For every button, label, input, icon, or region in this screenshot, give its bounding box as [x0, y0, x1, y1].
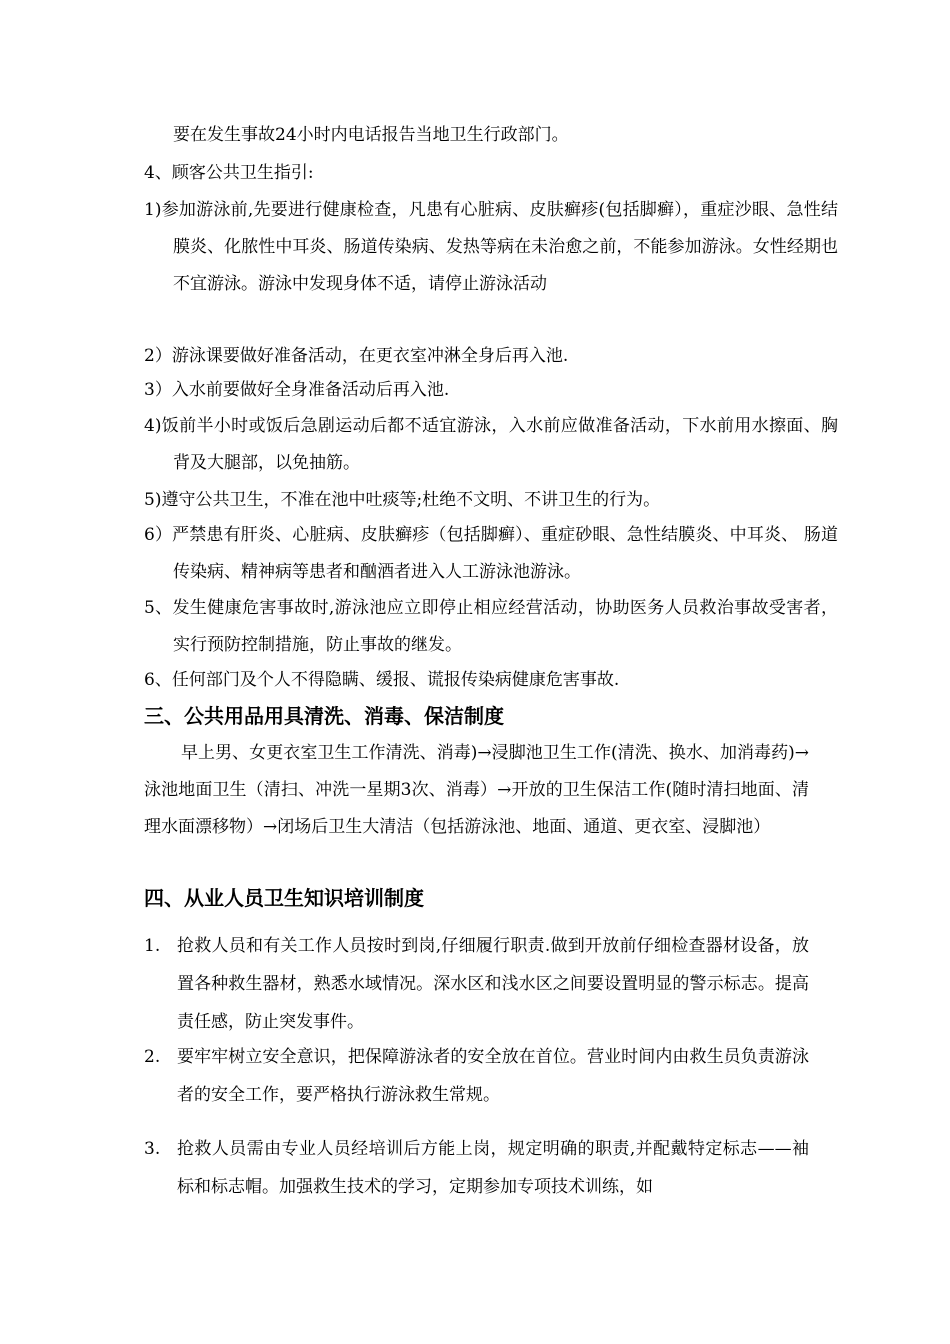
guide-item-3: 3）入水前要做好全身准备活动后再入池.	[144, 380, 450, 400]
paragraph-accident-report: 要在发生事故24小时内电话报告当地卫生行政部门。	[173, 125, 569, 145]
list-item-number: 2.	[144, 1047, 161, 1067]
guide-item-4: 4)饭前半小时或饭后急剧运动后都不适宜游泳，入水前应做准备活动，下水前用水擦面、胸背及大腿部，以免抽筋。	[144, 416, 838, 473]
list-item	[144, 927, 809, 1041]
list-item	[144, 1038, 809, 1114]
list-item-number: 3.	[144, 1139, 161, 1159]
heading-cleaning-disinfection: 三、公共用品用具清洗、消毒、保洁制度	[144, 704, 504, 728]
guide-item-2: 2）游泳课要做好准备活动，在更衣室冲淋全身后再入池.	[144, 346, 569, 366]
section-5-paragraph: 5、发生健康危害事故时,游泳池应立即停止相应经营活动，协助医务人员救治事故受害者，实行预防控制措施，防止事故的继发。	[144, 598, 838, 655]
list-item	[144, 1130, 809, 1206]
list-item-number: 1.	[144, 936, 161, 956]
section-6-paragraph: 6、任何部门及个人不得隐瞒、缓报、谎报传染病健康危害事故.	[144, 670, 620, 690]
guide-item-5: 5)遵守公共卫生，不准在池中吐痰等;杜绝不文明、不讲卫生的行为。	[144, 490, 661, 510]
cleaning-procedure-paragraph: 早上男、女更衣室卫生工作清洗、消毒)→浸脚池卫生工作(清洗、换水、加消毒药)→泳池地面卫生（清扫、冲洗一星期3次、消毒）→开放的卫生保洁工作(随时清扫地面、清理水面漂移物）→闭场后卫生大清洁（包括游泳池、地面、通道、更衣室、浸脚池）	[144, 743, 809, 837]
list-item-text: 抢救人员需由专业人员经培训后方能上岗，规定明确的职责,并配戴特定标志——袖标和标志帽。加强救生技术的学习，定期参加专项技术训练，如	[177, 1139, 809, 1197]
section-4-title: 4、顾客公共卫生指引:	[144, 163, 314, 183]
list-item-text: 要牢牢树立安全意识，把保障游泳者的安全放在首位。营业时间内由救生员负责游泳者的安全工作，要严格执行游泳救生常规。	[177, 1047, 809, 1105]
list-item-text: 抢救人员和有关工作人员按时到岗,仔细履行职责.做到开放前仔细检查器材设备，放置各种救生器材，熟悉水域情况。深水区和浅水区之间要设置明显的警示标志。提高责任感，防止突发事件。	[177, 936, 809, 1032]
heading-staff-training: 四、从业人员卫生知识培训制度	[144, 886, 424, 910]
guide-item-6: 6）严禁患有肝炎、心脏病、皮肤癣疹（包括脚癣）、重症砂眼、急性结膜炎、中耳炎、 肠道传染病、精神病等患者和酗酒者进入人工游泳池游泳。	[144, 525, 838, 582]
guide-item-1: 1)参加游泳前,先要进行健康检查，凡患有心脏病、皮肤癣疹(包括脚癣），重症沙眼、急性结膜炎、化脓性中耳炎、肠道传染病、发热等病在未治愈之前，不能参加游泳。女性经期也不宜游泳。游泳中发现身体不适，请停止游泳活动	[144, 200, 838, 294]
